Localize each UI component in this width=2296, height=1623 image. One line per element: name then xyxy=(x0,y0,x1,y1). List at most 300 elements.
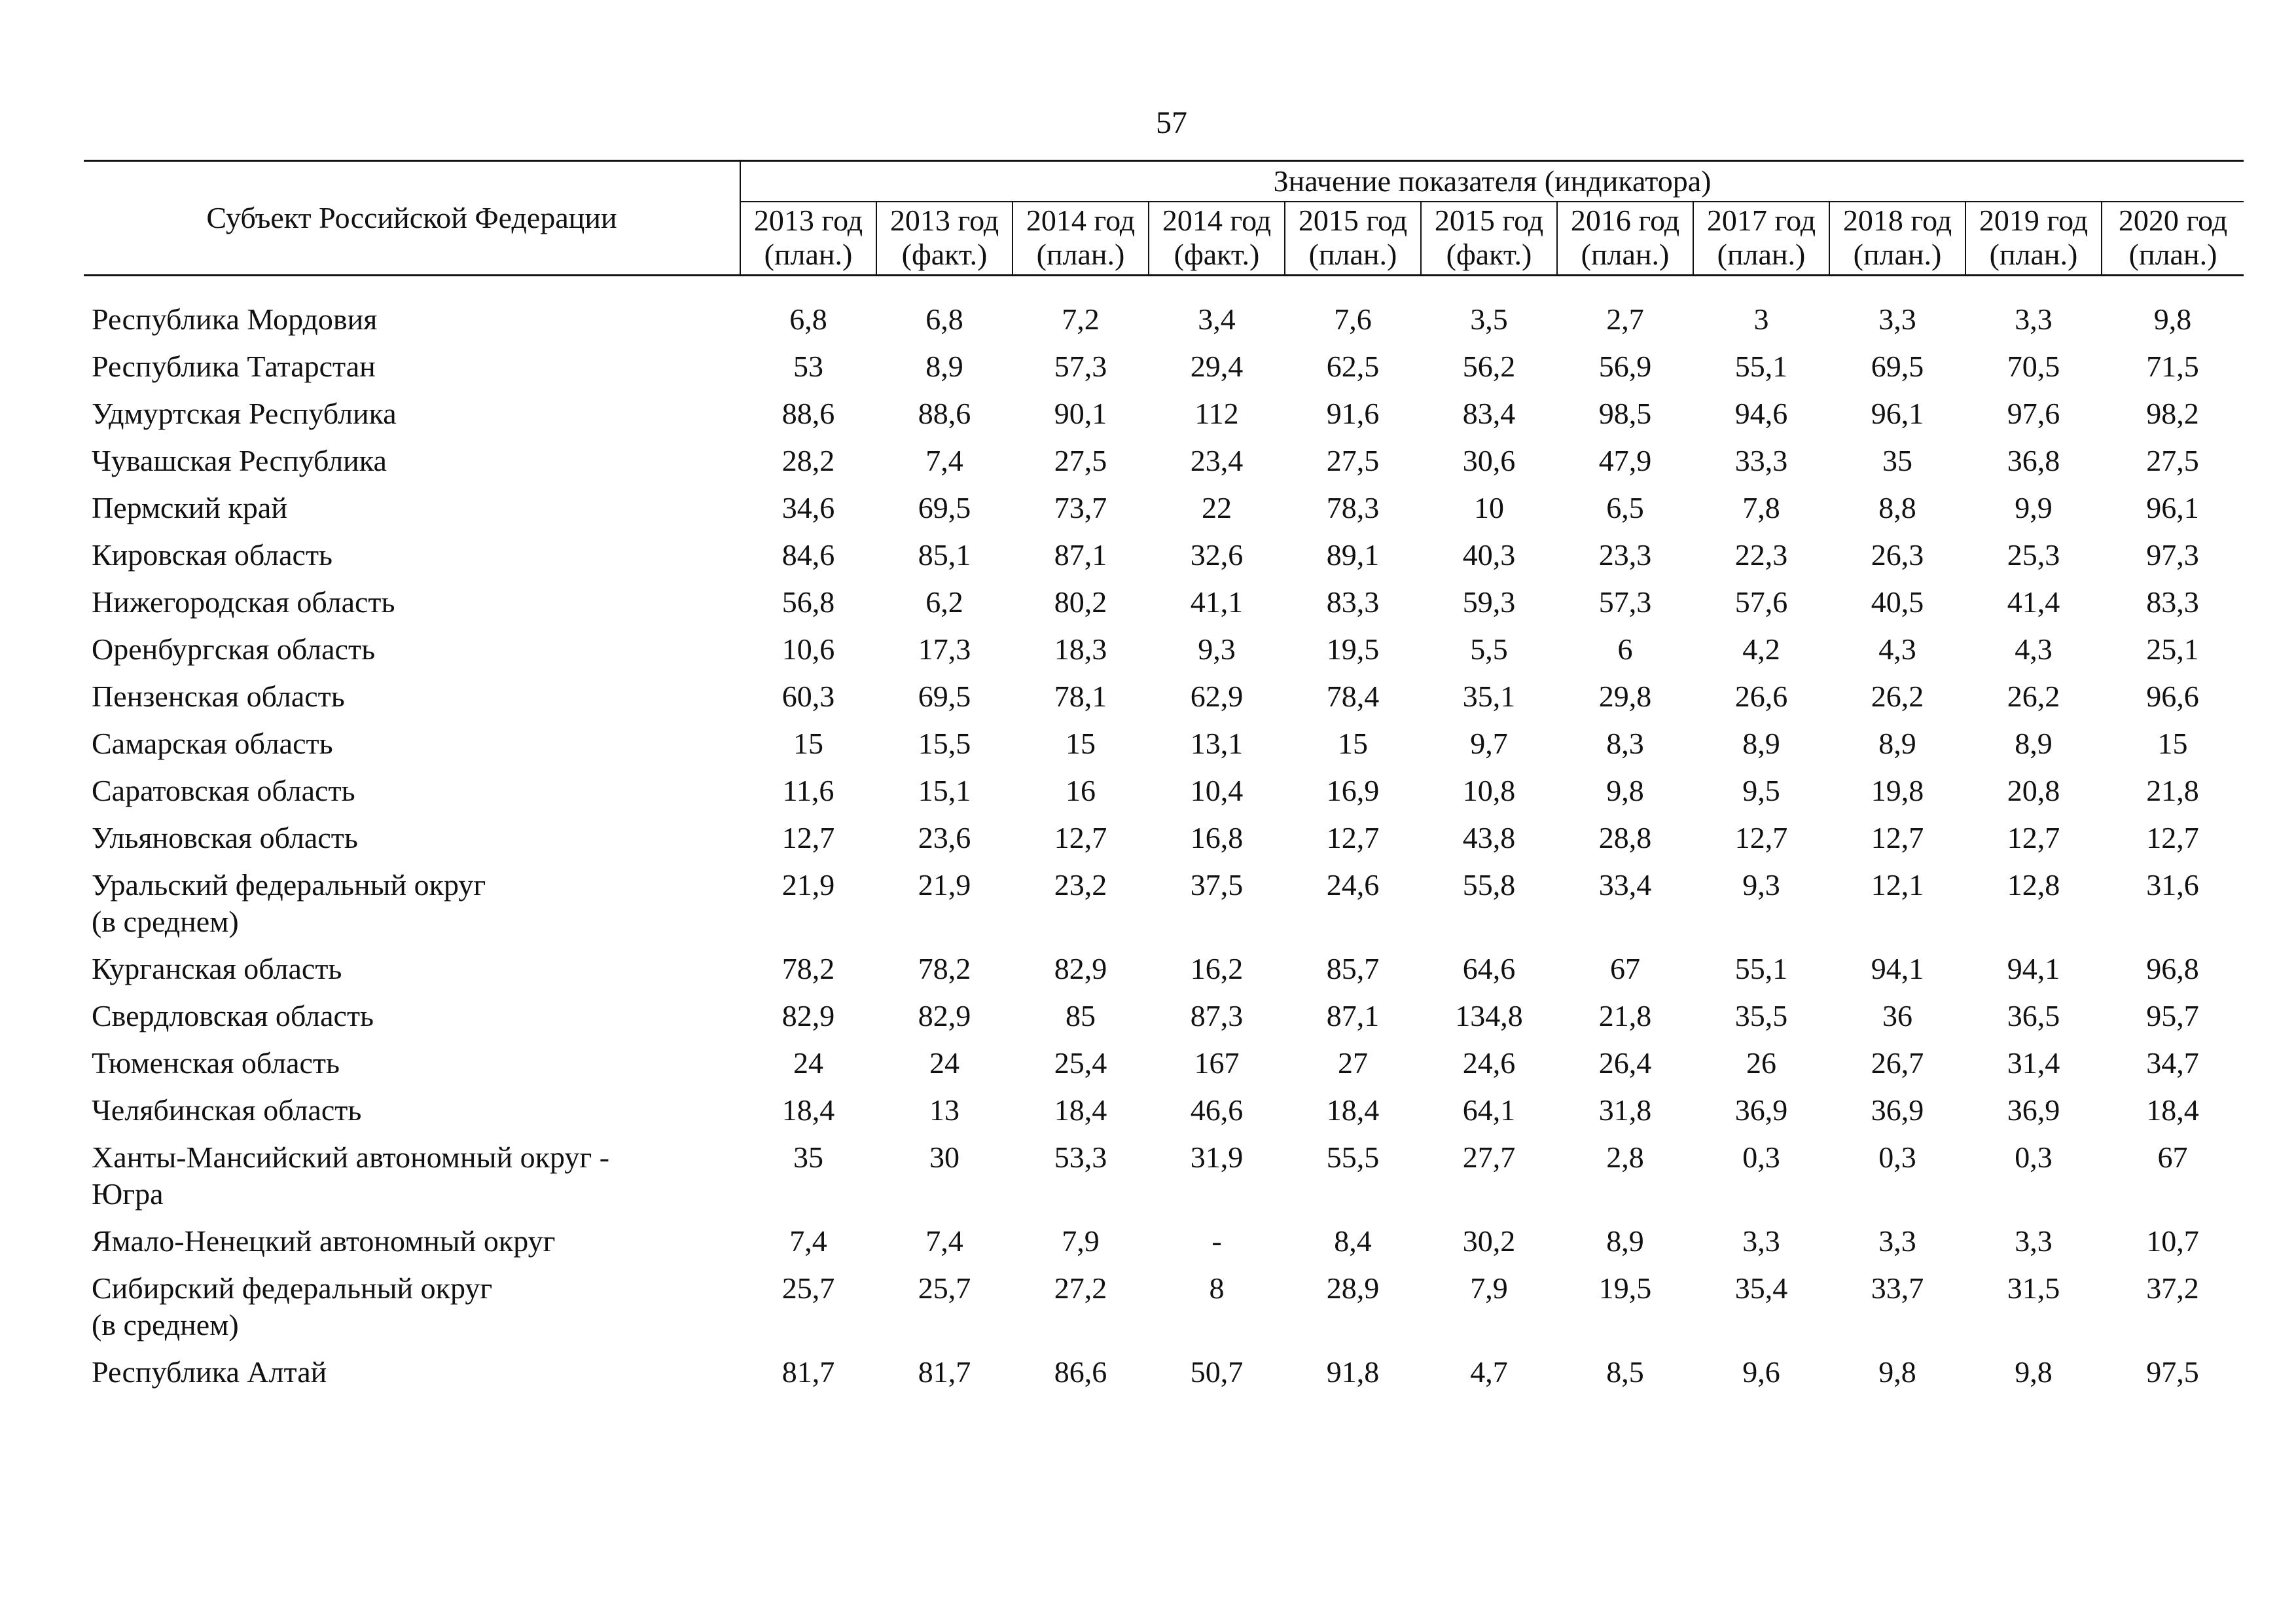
value-cell: 3,3 xyxy=(1742,1224,1780,1258)
column-header-type: (план.) xyxy=(1989,238,2078,271)
column-header-type: (план.) xyxy=(1036,238,1125,271)
column-header-type: (план.) xyxy=(1717,238,1806,271)
value-cell: 98,5 xyxy=(1598,397,1652,430)
value-cell: 18,4 xyxy=(1054,1093,1107,1127)
value-cell: 27 xyxy=(1338,1046,1368,1080)
value-cell: 64,6 xyxy=(1462,952,1516,985)
value-cell: 21,9 xyxy=(918,868,971,902)
value-cell: 3,3 xyxy=(1878,1224,1916,1258)
value-cell: 26,4 xyxy=(1598,1046,1652,1080)
value-cell: 87,1 xyxy=(1054,538,1107,572)
value-cell: 50,7 xyxy=(1190,1355,1244,1389)
region-name: Кировская область xyxy=(92,538,333,572)
value-cell: 30,6 xyxy=(1462,444,1516,477)
value-cell: 9,6 xyxy=(1742,1355,1780,1389)
value-cell: 31,4 xyxy=(2007,1046,2060,1080)
value-cell: 9,8 xyxy=(1606,774,1644,807)
column-header xyxy=(1557,202,1693,276)
value-cell: 20,8 xyxy=(2007,774,2060,807)
value-cell: 3,5 xyxy=(1470,302,1508,336)
value-cell: 134,8 xyxy=(1455,999,1523,1032)
value-cell: 8,9 xyxy=(1742,727,1780,760)
value-cell: 8,9 xyxy=(1878,727,1916,760)
region-cell xyxy=(84,767,740,814)
value-cell: 8 xyxy=(1209,1271,1225,1305)
value-cell: 28,2 xyxy=(781,444,835,477)
value-cell: 4,3 xyxy=(2015,632,2053,666)
region-name-continuation: (в среднем) xyxy=(92,1308,239,1341)
value-cell: 46,6 xyxy=(1190,1093,1244,1127)
region-cell xyxy=(84,1349,740,1396)
value-cell: 6,8 xyxy=(789,302,827,336)
value-cell: 4,3 xyxy=(1878,632,1916,666)
region-name: Саратовская область xyxy=(92,774,355,807)
value-cell: 84,6 xyxy=(781,538,835,572)
value-cell: 83,3 xyxy=(2146,585,2199,619)
value-cell: 19,5 xyxy=(1326,632,1380,666)
value-cell: 24 xyxy=(929,1046,960,1080)
value-cell: 88,6 xyxy=(781,397,835,430)
region-name: Чувашская Республика xyxy=(92,444,387,477)
value-cell: 95,7 xyxy=(2146,999,2199,1032)
column-header-type: (факт.) xyxy=(1174,238,1260,271)
region-cell xyxy=(84,343,740,390)
value-cell: 85 xyxy=(1066,999,1096,1032)
column-header xyxy=(1421,202,1557,276)
value-cell: 0,3 xyxy=(1878,1140,1916,1174)
value-cell: 56,9 xyxy=(1598,350,1652,383)
region-cell xyxy=(84,1087,740,1134)
value-cell: 64,1 xyxy=(1462,1093,1516,1127)
value-cell: 25,3 xyxy=(2007,538,2060,572)
column-header-year: 2015 год xyxy=(1434,204,1544,237)
value-cell: 7,2 xyxy=(1062,302,1100,336)
value-cell: 23,6 xyxy=(918,821,971,854)
table-row xyxy=(84,720,2244,767)
value-cell: 8,9 xyxy=(1606,1224,1644,1258)
region-cell xyxy=(84,390,740,437)
region-name: Ханты-Мансийский автономный округ - xyxy=(92,1140,610,1174)
value-cell: - xyxy=(1211,1224,1222,1258)
value-cell: 41,4 xyxy=(2007,585,2060,619)
value-cell: 31,5 xyxy=(2007,1271,2060,1305)
value-cell: 67 xyxy=(2157,1140,2188,1174)
column-header-year: 2014 год xyxy=(1026,204,1136,237)
value-cell: 94,1 xyxy=(2007,952,2060,985)
region-name: Нижегородская область xyxy=(92,585,395,619)
table-body xyxy=(84,276,2244,1396)
value-cell: 31,9 xyxy=(1190,1140,1244,1174)
value-cell: 25,7 xyxy=(781,1271,835,1305)
table-row xyxy=(84,993,2244,1040)
value-cell: 16,2 xyxy=(1190,952,1244,985)
column-header-type: (план.) xyxy=(764,238,853,271)
table-row xyxy=(84,343,2244,390)
column-header xyxy=(1285,202,1421,276)
value-cell: 12,8 xyxy=(2007,868,2060,902)
value-cell: 96,1 xyxy=(1871,397,1924,430)
value-cell: 15,1 xyxy=(918,774,971,807)
table-row xyxy=(84,862,2244,945)
value-cell: 35,1 xyxy=(1462,680,1516,713)
value-cell: 8,5 xyxy=(1606,1355,1644,1389)
value-cell: 30 xyxy=(929,1140,960,1174)
region-cell xyxy=(84,1134,740,1218)
value-cell: 69,5 xyxy=(918,680,971,713)
value-cell: 59,3 xyxy=(1462,585,1516,619)
value-cell: 35 xyxy=(1882,444,1912,477)
value-cell: 12,7 xyxy=(2007,821,2060,854)
value-cell: 78,3 xyxy=(1326,491,1380,524)
region-name: Оренбургская область xyxy=(92,632,376,666)
value-cell: 13,1 xyxy=(1190,727,1244,760)
region-name: Сибирский федеральный округ xyxy=(92,1271,493,1305)
value-cell: 8,3 xyxy=(1606,727,1644,760)
column-header-type: (план.) xyxy=(1308,238,1397,271)
value-cell: 36,9 xyxy=(1871,1093,1924,1127)
value-cell: 87,1 xyxy=(1326,999,1380,1032)
value-cell: 43,8 xyxy=(1462,821,1516,854)
table-row xyxy=(84,579,2244,626)
value-cell: 12,7 xyxy=(2146,821,2199,854)
column-header-year: 2019 год xyxy=(1979,204,2089,237)
value-cell: 15 xyxy=(1338,727,1368,760)
region-name-continuation: Югра xyxy=(92,1177,164,1211)
value-cell: 53 xyxy=(793,350,823,383)
value-cell: 69,5 xyxy=(1871,350,1924,383)
value-cell: 94,6 xyxy=(1734,397,1788,430)
value-cell: 10,6 xyxy=(781,632,835,666)
value-cell: 12,7 xyxy=(781,821,835,854)
value-cell: 2,7 xyxy=(1606,302,1644,336)
value-cell: 34,7 xyxy=(2146,1046,2199,1080)
value-cell: 28,8 xyxy=(1598,821,1652,854)
region-name: Уральский федеральный округ xyxy=(92,868,486,902)
value-cell: 9,3 xyxy=(1742,868,1780,902)
value-cell: 17,3 xyxy=(918,632,971,666)
value-cell: 70,5 xyxy=(2007,350,2060,383)
value-cell: 16,9 xyxy=(1326,774,1380,807)
value-cell: 18,4 xyxy=(2146,1093,2199,1127)
value-cell: 8,8 xyxy=(1878,491,1916,524)
value-cell: 27,5 xyxy=(2146,444,2199,477)
value-cell: 83,3 xyxy=(1326,585,1380,619)
value-cell: 8,9 xyxy=(2015,727,2053,760)
value-cell: 85,7 xyxy=(1326,952,1380,985)
value-cell: 78,1 xyxy=(1054,680,1107,713)
value-cell: 10,4 xyxy=(1190,774,1244,807)
value-cell: 15 xyxy=(1066,727,1096,760)
value-cell: 81,7 xyxy=(918,1355,971,1389)
region-cell xyxy=(84,993,740,1040)
value-cell: 90,1 xyxy=(1054,397,1107,430)
value-cell: 96,6 xyxy=(2146,680,2199,713)
value-cell: 82,9 xyxy=(1054,952,1107,985)
value-cell: 36,9 xyxy=(1734,1093,1788,1127)
value-cell: 37,2 xyxy=(2146,1271,2199,1305)
column-header-year: 2014 год xyxy=(1162,204,1272,237)
value-cell: 88,6 xyxy=(918,397,971,430)
value-cell: 12,1 xyxy=(1871,868,1924,902)
value-cell: 10 xyxy=(1474,491,1504,524)
column-header xyxy=(1149,202,1285,276)
value-cell: 24,6 xyxy=(1326,868,1380,902)
table-row xyxy=(84,1349,2244,1396)
value-cell: 57,3 xyxy=(1054,350,1107,383)
table-row xyxy=(84,626,2244,673)
table-row xyxy=(84,1040,2244,1087)
column-header-type: (план.) xyxy=(1581,238,1670,271)
value-cell: 7,4 xyxy=(789,1224,827,1258)
value-cell: 7,6 xyxy=(1334,302,1372,336)
region-name: Ульяновская область xyxy=(92,821,358,854)
value-cell: 112 xyxy=(1194,397,1239,430)
value-cell: 22,3 xyxy=(1734,538,1788,572)
value-cell: 26 xyxy=(1746,1046,1776,1080)
value-cell: 33,3 xyxy=(1734,444,1788,477)
value-cell: 24 xyxy=(793,1046,823,1080)
value-cell: 2,8 xyxy=(1606,1140,1644,1174)
value-cell: 81,7 xyxy=(781,1355,835,1389)
value-cell: 82,9 xyxy=(918,999,971,1032)
value-cell: 3,3 xyxy=(2015,1224,2053,1258)
value-cell: 82,9 xyxy=(781,999,835,1032)
region-name: Свердловская область xyxy=(92,999,374,1032)
value-cell: 0,3 xyxy=(1742,1140,1780,1174)
value-cell: 91,8 xyxy=(1326,1355,1380,1389)
value-cell: 62,9 xyxy=(1190,680,1244,713)
value-cell: 10,7 xyxy=(2146,1224,2199,1258)
value-cell: 6 xyxy=(1617,632,1633,666)
value-cell: 56,2 xyxy=(1462,350,1516,383)
table-row xyxy=(84,814,2244,862)
table-row xyxy=(84,1134,2244,1218)
value-cell: 97,6 xyxy=(2007,397,2060,430)
value-cell: 27,2 xyxy=(1054,1271,1107,1305)
value-cell: 47,9 xyxy=(1598,444,1652,477)
value-cell: 35 xyxy=(793,1140,823,1174)
region-name: Удмуртская Республика xyxy=(92,397,397,430)
value-cell: 71,5 xyxy=(2146,350,2199,383)
value-cell: 27,5 xyxy=(1054,444,1107,477)
value-cell: 27,5 xyxy=(1326,444,1380,477)
value-cell: 15 xyxy=(793,727,823,760)
value-cell: 26,2 xyxy=(2007,680,2060,713)
region-name: Пензенская область xyxy=(92,680,345,713)
column-header-type: (факт.) xyxy=(1446,238,1532,271)
value-cell: 9,8 xyxy=(2153,302,2192,336)
value-cell: 26,6 xyxy=(1734,680,1788,713)
table-row xyxy=(84,437,2244,484)
value-cell: 37,5 xyxy=(1190,868,1244,902)
region-cell xyxy=(84,945,740,993)
column-header-year: 2020 год xyxy=(2118,204,2228,237)
value-cell: 19,5 xyxy=(1598,1271,1652,1305)
value-cell: 31,6 xyxy=(2146,868,2199,902)
region-cell xyxy=(84,1040,740,1087)
value-cell: 21,8 xyxy=(1598,999,1652,1032)
value-cell: 0,3 xyxy=(2015,1140,2053,1174)
column-header-type: (план.) xyxy=(1853,238,1942,271)
value-cell: 15,5 xyxy=(918,727,971,760)
value-cell: 4,2 xyxy=(1742,632,1780,666)
value-cell: 98,2 xyxy=(2146,397,2199,430)
region-cell xyxy=(84,720,740,767)
indicator-group-header: Значение показателя (индикатора) xyxy=(740,161,2244,202)
value-cell: 86,6 xyxy=(1054,1355,1107,1389)
region-cell xyxy=(84,862,740,945)
region-cell xyxy=(84,626,740,673)
column-header-year: 2016 год xyxy=(1570,204,1680,237)
value-cell: 55,5 xyxy=(1326,1140,1380,1174)
region-cell xyxy=(84,437,740,484)
value-cell: 67 xyxy=(1610,952,1640,985)
region-cell xyxy=(84,532,740,579)
table-row xyxy=(84,1265,2244,1349)
value-cell: 73,7 xyxy=(1054,491,1107,524)
region-name-continuation: (в среднем) xyxy=(92,905,239,938)
value-cell: 9,8 xyxy=(2015,1355,2053,1389)
table-row xyxy=(84,532,2244,579)
value-cell: 19,8 xyxy=(1871,774,1924,807)
value-cell: 57,3 xyxy=(1598,585,1652,619)
column-header xyxy=(2102,202,2244,276)
value-cell: 8,9 xyxy=(925,350,963,383)
value-cell: 25,1 xyxy=(2146,632,2199,666)
column-header xyxy=(1693,202,1829,276)
table-row xyxy=(84,945,2244,993)
value-cell: 22 xyxy=(1202,491,1232,524)
value-cell: 96,1 xyxy=(2146,491,2199,524)
value-cell: 55,8 xyxy=(1462,868,1516,902)
value-cell: 5,5 xyxy=(1470,632,1508,666)
value-cell: 24,6 xyxy=(1462,1046,1516,1080)
value-cell: 55,1 xyxy=(1734,350,1788,383)
value-cell: 25,4 xyxy=(1054,1046,1107,1080)
value-cell: 97,5 xyxy=(2146,1355,2199,1389)
value-cell: 3,3 xyxy=(1878,302,1916,336)
value-cell: 7,9 xyxy=(1470,1271,1508,1305)
column-header xyxy=(1965,202,2102,276)
value-cell: 16,8 xyxy=(1190,821,1244,854)
value-cell: 53,3 xyxy=(1054,1140,1107,1174)
value-cell: 12,7 xyxy=(1734,821,1788,854)
value-cell: 29,8 xyxy=(1598,680,1652,713)
value-cell: 6,5 xyxy=(1606,491,1644,524)
value-cell: 26,2 xyxy=(1871,680,1924,713)
value-cell: 26,3 xyxy=(1871,538,1924,572)
region-name: Тюменская область xyxy=(92,1046,340,1080)
value-cell: 9,3 xyxy=(1198,632,1236,666)
value-cell: 33,4 xyxy=(1598,868,1652,902)
value-cell: 96,8 xyxy=(2146,952,2199,985)
value-cell: 25,7 xyxy=(918,1271,971,1305)
table-row xyxy=(84,1087,2244,1134)
value-cell: 3,4 xyxy=(1198,302,1236,336)
value-cell: 34,6 xyxy=(781,491,835,524)
value-cell: 31,8 xyxy=(1598,1093,1652,1127)
value-cell: 9,7 xyxy=(1470,727,1508,760)
column-header xyxy=(876,202,1013,276)
region-cell xyxy=(84,296,740,343)
column-header-type: (факт.) xyxy=(901,238,988,271)
value-cell: 35,5 xyxy=(1734,999,1788,1032)
indicator-table xyxy=(84,160,2244,1396)
value-cell: 36,5 xyxy=(2007,999,2060,1032)
region-name: Челябинская область xyxy=(92,1093,362,1127)
value-cell: 23,2 xyxy=(1054,868,1107,902)
region-name: Самарская область xyxy=(92,727,333,760)
value-cell: 30,2 xyxy=(1462,1224,1516,1258)
region-column-header: Субъект Российской Федерации xyxy=(84,161,740,276)
column-header-type: (план.) xyxy=(2128,238,2217,271)
value-cell: 40,5 xyxy=(1871,585,1924,619)
value-cell: 9,9 xyxy=(2015,491,2053,524)
value-cell: 60,3 xyxy=(781,680,835,713)
value-cell: 7,9 xyxy=(1062,1224,1100,1258)
column-header-year: 2017 год xyxy=(1706,204,1816,237)
value-cell: 12,7 xyxy=(1054,821,1107,854)
value-cell: 12,7 xyxy=(1326,821,1380,854)
value-cell: 97,3 xyxy=(2146,538,2199,572)
column-header xyxy=(1829,202,1965,276)
table-row xyxy=(84,390,2244,437)
value-cell: 15 xyxy=(2157,727,2188,760)
value-cell: 33,7 xyxy=(1871,1271,1924,1305)
value-cell: 21,8 xyxy=(2146,774,2199,807)
value-cell: 7,4 xyxy=(925,1224,963,1258)
column-header xyxy=(1013,202,1149,276)
value-cell: 94,1 xyxy=(1871,952,1924,985)
value-cell: 7,8 xyxy=(1742,491,1780,524)
value-cell: 18,3 xyxy=(1054,632,1107,666)
value-cell: 18,4 xyxy=(781,1093,835,1127)
region-cell xyxy=(84,673,740,720)
region-name: Пермский край xyxy=(92,491,287,524)
value-cell: 80,2 xyxy=(1054,585,1107,619)
table-row xyxy=(84,296,2244,343)
region-cell xyxy=(84,1218,740,1265)
value-cell: 7,4 xyxy=(925,444,963,477)
value-cell: 29,4 xyxy=(1190,350,1244,383)
value-cell: 28,9 xyxy=(1326,1271,1380,1305)
value-cell: 78,4 xyxy=(1326,680,1380,713)
value-cell: 36,8 xyxy=(2007,444,2060,477)
table-row xyxy=(84,1218,2244,1265)
value-cell: 62,5 xyxy=(1326,350,1380,383)
page-number: 57 xyxy=(1156,105,1187,140)
region-cell xyxy=(84,814,740,862)
region-cell xyxy=(84,579,740,626)
value-cell: 6,8 xyxy=(925,302,963,336)
table-row xyxy=(84,484,2244,532)
table-row xyxy=(84,673,2244,720)
value-cell: 9,5 xyxy=(1742,774,1780,807)
value-cell: 8,4 xyxy=(1334,1224,1372,1258)
value-cell: 56,8 xyxy=(781,585,835,619)
value-cell: 27,7 xyxy=(1462,1140,1516,1174)
value-cell: 11,6 xyxy=(782,774,834,807)
value-cell: 89,1 xyxy=(1326,538,1380,572)
value-cell: 83,4 xyxy=(1462,397,1516,430)
value-cell: 36 xyxy=(1882,999,1912,1032)
value-cell: 23,4 xyxy=(1190,444,1244,477)
column-header-year: 2013 год xyxy=(753,204,863,237)
region-cell xyxy=(84,484,740,532)
value-cell: 13 xyxy=(929,1093,960,1127)
value-cell: 55,1 xyxy=(1734,952,1788,985)
column-header-year: 2013 год xyxy=(889,204,999,237)
